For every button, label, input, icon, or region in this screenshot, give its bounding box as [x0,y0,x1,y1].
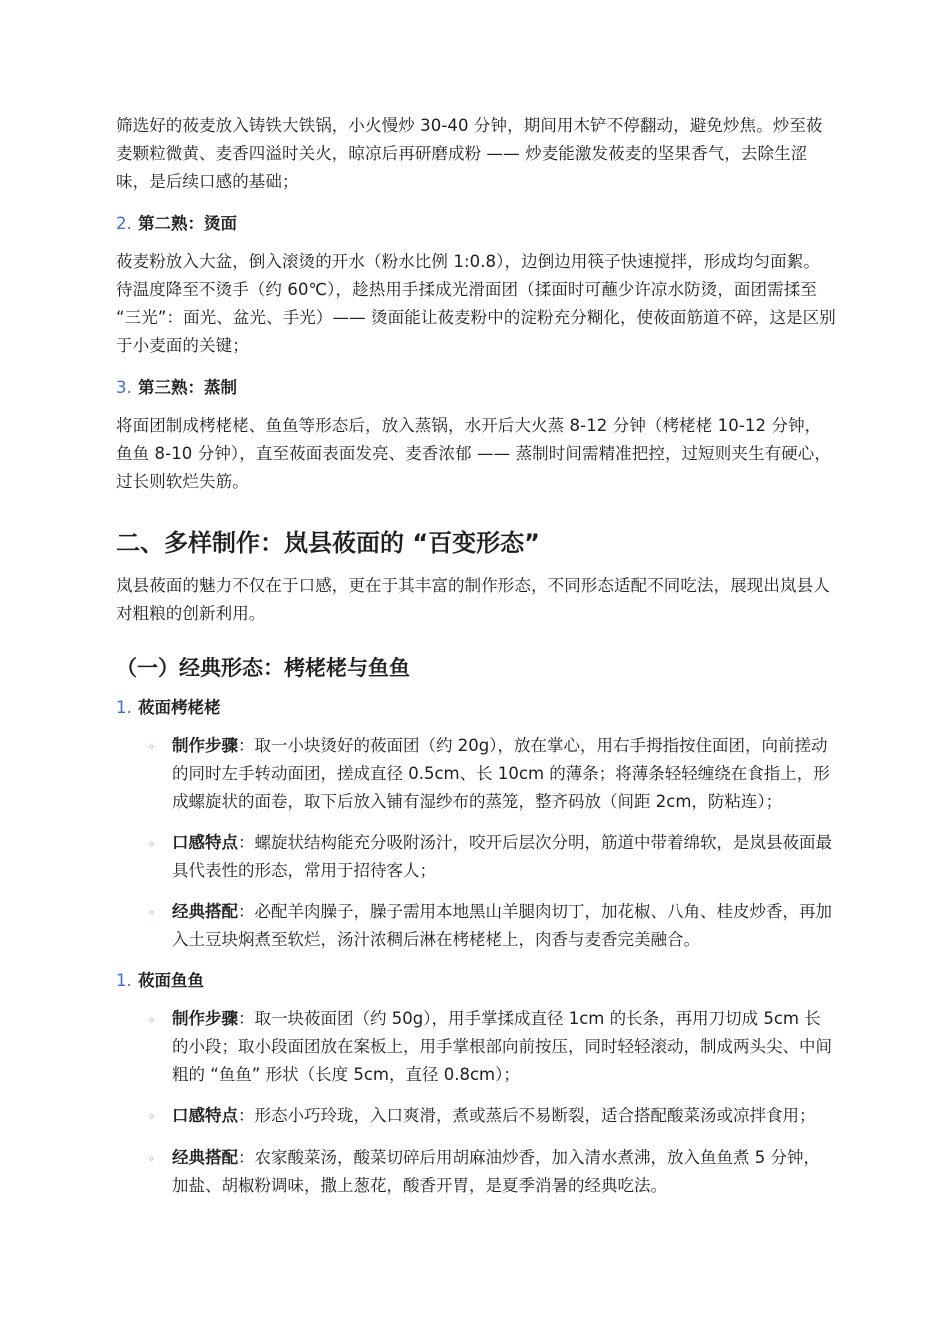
document-page [116,112,836,1213]
bullet-label: 制作步骤 [172,736,238,755]
list-number: 3. [116,378,132,397]
bullet-text: ：螺旋状结构能充分吸附汤汁，咬开后层次分明，筋道中带着绵软，是岚县莜面最具代表性的形态，常用于招待客人； [172,833,832,880]
bullet-icon: ◦ [148,837,156,851]
list-title: 第三熟：蒸制 [138,378,237,397]
subsection-heading: （一）经典形态：栲栳栳与鱼鱼 [116,656,410,680]
step-3-heading [116,374,836,402]
bullet-text: ：必配羊肉臊子，臊子需用本地黑山羊腿肉切丁，加花椒、八角、桂皮炒香，再加入土豆块焖煮至软烂，汤汁浓稠后淋在栲栳栳上，肉香与麦香完美融合。 [172,902,832,949]
bullet-label: 制作步骤 [172,1009,238,1028]
step-3-paragraph: 将面团制成栲栳栳、鱼鱼等形态后，放入蒸锅，水开后大火蒸 8-12 分钟（栲栳栳 10-12 分钟，鱼鱼 8-10 分钟），直至莜面表面发亮、麦香浓郁 —— 蒸制时间需精准把控，过短则夹生有硬心，过长则软烂失筋。 [116,416,831,491]
list-item [116,732,836,816]
step-2-paragraph: 莜麦粉放入大盆，倒入滚烫的开水（粉水比例 1:0.8），边倒边用筷子快速搅拌，形成均匀面絮。待温度降至不烫手（约 60℃），趁热用手揉成光滑面团（揉面时可蘸少许凉水防烫，面团需揉至 “三光”：面光、盆光、手光）—— 烫面能让莜麦粉中的淀粉充分糊化，使莜面筋道不碎，这是区别于小麦面的关键； [116,252,836,355]
intro-paragraph: 筛选好的莜麦放入铸铁大铁锅，小火慢炒 30-40 分钟，期间用木铲不停翻动，避免炒焦。炒至莜麦颗粒微黄、麦香四溢时关火，晾凉后再研磨成粉 —— 炒麦能激发莜麦的坚果香气，去除生涩味，是后续口感的基础； [116,116,823,191]
bullet-text: ：取一小块烫好的莜面团（约 20g），放在掌心，用右手拇指按住面团，向前搓动的同时左手转动面团，搓成直径 0.5cm、长 10cm 的薄条；将薄条轻轻缠绕在食指上，形成螺旋状的面卷，取下后放入铺有湿纱布的蒸笼，整齐码放（间距 2cm，防粘连）； [172,736,830,811]
item-2-bullets [116,1005,836,1200]
list-title: 莜面栲栳栳 [138,698,221,717]
item-2-heading [116,967,836,995]
step-2-heading [116,210,836,238]
bullet-icon: ◦ [148,1152,156,1166]
bullet-icon: ◦ [148,740,156,754]
bullet-text: ：形态小巧玲珑，入口爽滑，煮或蒸后不易断裂，适合搭配酸菜汤或凉拌食用； [238,1106,816,1125]
bullet-label: 口感特点 [172,833,238,852]
list-item [116,1144,836,1200]
list-title: 莜面鱼鱼 [138,971,204,990]
section-intro-paragraph: 岚县莜面的魅力不仅在于口感，更在于其丰富的制作形态，不同形态适配不同吃法，展现出岚县人对粗粮的创新利用。 [116,576,830,623]
section-heading: 二、多样制作：岚县莜面的 “百变形态” [116,529,540,557]
list-item [116,898,836,954]
bullet-label: 经典搭配 [172,1148,238,1167]
item-1-bullets [116,732,836,954]
list-number: 2. [116,214,132,233]
bullet-text: ：取一块莜面团（约 50g），用手掌揉成直径 1cm 的长条，再用刀切成 5cm 长的小段；取小段面团放在案板上，用手掌根部向前按压，同时轻轻滚动，制成两头尖、中间粗的 “鱼鱼” 形状（长度 5cm，直径 0.8cm）； [172,1009,832,1084]
list-item [116,829,836,885]
list-item [116,1005,836,1089]
list-title: 第二熟：烫面 [138,214,237,233]
list-number: 1. [116,971,132,990]
bullet-label: 经典搭配 [172,902,238,921]
list-item [116,1102,836,1131]
bullet-icon: ◦ [148,1110,156,1124]
bullet-icon: ◦ [148,1013,156,1027]
bullet-text: ：农家酸菜汤，酸菜切碎后用胡麻油炒香，加入清水煮沸，放入鱼鱼煮 5 分钟，加盐、胡椒粉调味，撒上葱花，酸香开胃，是夏季消暑的经典吃法。 [172,1148,820,1195]
bullet-icon: ◦ [148,906,156,920]
list-number: 1. [116,698,132,717]
bullet-label: 口感特点 [172,1106,238,1125]
item-1-heading [116,694,836,722]
